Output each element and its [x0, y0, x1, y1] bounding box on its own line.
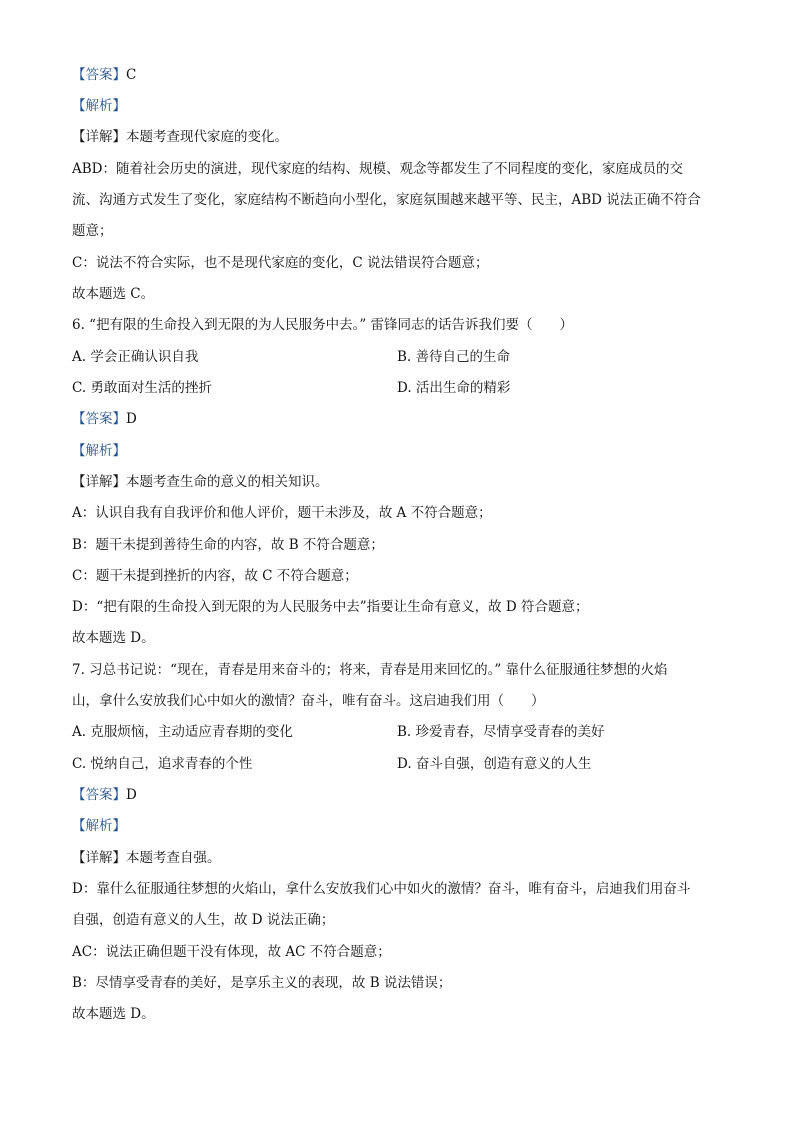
text-line: 流、沟通方式发生了变化，家庭结构不断趋向小型化，家庭氛围越来越平等、民主，ABD 说法正确不符合: [72, 192, 701, 208]
text-line: C：说法不符合实际，也不是现代家庭的变化，C 说法错误符合题意；: [72, 255, 489, 271]
question-7: 7. 习总书记说：“现在，青春是用来奋斗的；将来，青春是用来回忆的。” 靠什么征服通往梦想的火焰: [72, 662, 668, 678]
analysis-heading: 【解析】: [72, 818, 126, 834]
text-line: 故本题选 C。: [72, 286, 155, 302]
text-line: ABD：随着社会历史的演进，现代家庭的结构、规模、观念等都发生了不同程度的变化，家庭成员的交: [72, 161, 683, 177]
analysis-heading: 【解析】: [72, 443, 126, 459]
text-line: A：认识自我有自我评价和他人评价，题干未涉及，故 A 不符合题意；: [72, 505, 492, 521]
text-line: B：尽情享受青春的美好，是享乐主义的表现，故 B 说法错误；: [72, 975, 452, 991]
option-d: D. 奋斗自强，创造有意义的人生: [397, 756, 592, 772]
option-a: A. 克服烦恼，主动适应青春期的变化: [72, 724, 293, 740]
answer-line: 【答案】C: [72, 67, 137, 83]
text-line: B：题干未提到善待生命的内容，故 B 不符合题意；: [72, 537, 384, 553]
analysis-heading: 【解析】: [72, 98, 126, 114]
answer-line: 【答案】D: [72, 411, 137, 427]
text-line: 题意；: [72, 223, 113, 239]
text-line: 山，拿什么安放我们心中如火的激情？奋斗，唯有奋斗。这启迪我们用（ ）: [72, 693, 545, 709]
option-b: B. 珍爱青春，尽情享受青春的美好: [397, 724, 605, 740]
detail-line: 【详解】本题考查生命的意义的相关知识。: [72, 474, 329, 490]
option-a: A. 学会正确认识自我: [72, 349, 199, 365]
answer-line: 【答案】D: [72, 787, 137, 803]
question-6: 6. “把有限的生命投入到无限的为人民服务中去。” 雷锋同志的话告诉我们要（ ）: [72, 317, 574, 333]
option-d: D. 活出生命的精彩: [397, 380, 511, 396]
option-c: C. 悦纳自己，追求青春的个性: [72, 756, 253, 772]
text-line: D：靠什么征服通往梦想的火焰山，拿什么安放我们心中如火的激情？奋斗，唯有奋斗，启迪我们用奋斗: [72, 881, 691, 897]
text-line: 故本题选 D。: [72, 1006, 155, 1022]
text-line: D：“把有限的生命投入到无限的为人民服务中去”指要让生命有意义，故 D 符合题意；: [72, 599, 589, 615]
option-c: C. 勇敢面对生活的挫折: [72, 380, 212, 396]
text-line: 自强，创造有意义的人生，故 D 说法正确；: [72, 912, 335, 928]
option-b: B. 善待自己的生命: [397, 349, 511, 365]
text-line: AC：说法正确但题干没有体现，故 AC 不符合题意；: [72, 944, 391, 960]
text-line: 故本题选 D。: [72, 630, 155, 646]
detail-line: 【详解】本题考查现代家庭的变化。: [72, 129, 288, 145]
text-line: C：题干未提到挫折的内容，故 C 不符合题意；: [72, 568, 358, 584]
detail-line: 【详解】本题考查自强。: [72, 850, 221, 866]
